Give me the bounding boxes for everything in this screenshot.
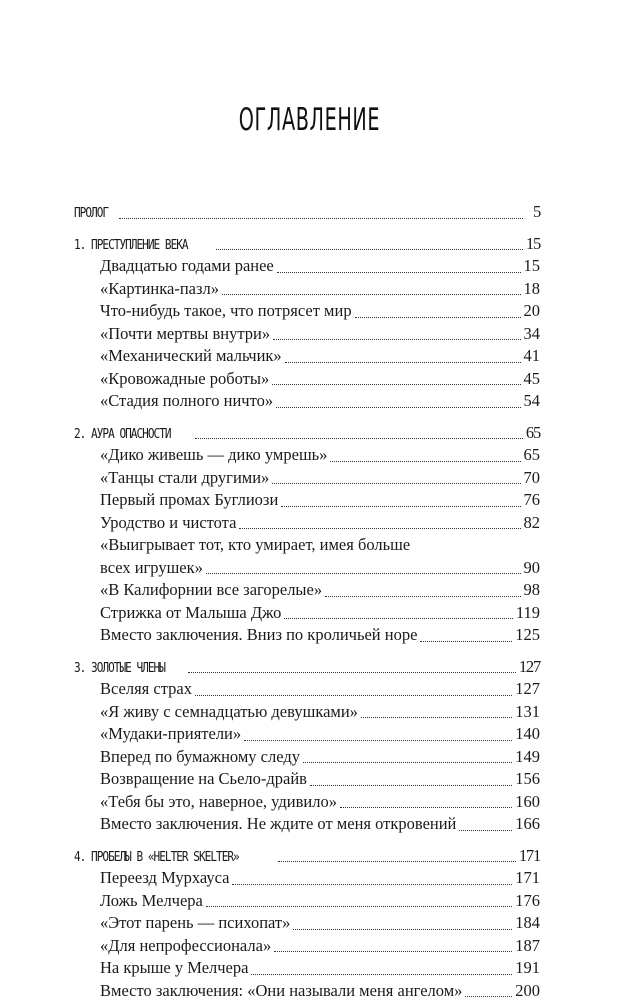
page-number: 54	[524, 390, 541, 413]
entry-title: Ложь Мелчера	[100, 890, 203, 913]
section-title: 2. АУРА ОПАСНОСТИ	[74, 423, 171, 446]
dot-leader	[222, 294, 520, 295]
toc-entry[interactable]	[74, 444, 540, 467]
toc-section	[74, 422, 540, 647]
entry-title: Уродство и чистота	[100, 512, 236, 535]
dot-leader	[119, 218, 523, 219]
entry-title: «Почти мертвы внутри»	[100, 323, 270, 346]
page-number: 127	[519, 656, 540, 679]
dot-leader	[355, 317, 521, 318]
dot-leader	[303, 762, 512, 763]
toc-section	[74, 201, 540, 224]
toc-entry[interactable]	[74, 768, 540, 791]
dot-leader	[276, 407, 520, 408]
entry-title: «Механический мальчик»	[100, 345, 282, 368]
toc-entry[interactable]	[74, 345, 540, 368]
section-title: 4. ПРОБЕЛЫ В «HELTER SKELTER»	[74, 846, 239, 869]
dot-leader	[278, 861, 516, 862]
toc-section	[74, 845, 540, 1002]
entry-title: Вселяя страх	[100, 678, 192, 701]
page-number: 166	[515, 813, 540, 836]
page-number: 125	[515, 624, 540, 647]
entry-title: «Я живу с семнадцатью девушками»	[100, 701, 358, 724]
entry-title: Двадцатью годами ранее	[100, 255, 274, 278]
entry-title: «Танцы стали другими»	[100, 467, 269, 490]
dot-leader	[420, 641, 512, 642]
toc-entry[interactable]	[74, 489, 540, 512]
dot-leader	[251, 974, 512, 975]
entry-title: Первый промах Буглиози	[100, 489, 278, 512]
page-number: 176	[515, 890, 540, 913]
dot-leader	[232, 884, 512, 885]
entry-title: На крыше у Мелчера	[100, 957, 248, 980]
toc-entry[interactable]	[74, 534, 540, 557]
toc-entry[interactable]	[74, 957, 540, 980]
page-number: 45	[524, 368, 541, 391]
section-title: 1. ПРЕСТУПЛЕНИЕ ВЕКА	[74, 234, 188, 257]
entry-title: «Кровожадные роботы»	[100, 368, 269, 391]
toc-entry[interactable]	[74, 678, 540, 701]
toc-entry[interactable]	[74, 323, 540, 346]
dot-leader	[272, 483, 520, 484]
page-number: 70	[524, 467, 541, 490]
page-number: 65	[524, 444, 541, 467]
dot-leader	[285, 362, 521, 363]
dot-leader	[195, 438, 523, 439]
entry-title: Стрижка от Малыша Джо	[100, 602, 281, 625]
toc-entry[interactable]	[74, 300, 540, 323]
toc-entry[interactable]	[74, 579, 540, 602]
toc-section-heading[interactable]	[74, 233, 540, 256]
toc-entry[interactable]	[74, 980, 540, 1002]
table-of-contents	[74, 201, 540, 1002]
page-number: 156	[515, 768, 540, 791]
entry-title: «Дико живешь — дико умрешь»	[100, 444, 327, 467]
entry-title: «Стадия полного ничто»	[100, 390, 273, 413]
toc-entry[interactable]	[74, 890, 540, 913]
dot-leader	[195, 695, 512, 696]
page-number: 18	[524, 278, 541, 301]
page-number: 65	[526, 422, 540, 445]
dot-leader	[277, 272, 521, 273]
page-number: 119	[516, 602, 540, 625]
page-number: 15	[526, 233, 540, 256]
dot-leader	[459, 830, 512, 831]
toc-entry[interactable]	[74, 813, 540, 836]
entry-title: «Этот парень — психопат»	[100, 912, 290, 935]
page-number: 82	[524, 512, 541, 535]
toc-entry-continuation[interactable]	[74, 557, 540, 580]
dot-leader	[284, 618, 512, 619]
toc-section-heading[interactable]	[74, 201, 540, 224]
page-number: 171	[515, 867, 540, 890]
toc-entry[interactable]	[74, 624, 540, 647]
page-number: 98	[524, 579, 541, 602]
page-number: 184	[515, 912, 540, 935]
page-number: 20	[524, 300, 541, 323]
page-title: ОГЛАВЛЕНИЕ	[118, 102, 502, 138]
dot-leader	[273, 339, 520, 340]
page-number: 34	[524, 323, 541, 346]
toc-entry[interactable]	[74, 701, 540, 724]
toc-entry[interactable]	[74, 255, 540, 278]
page-number: 90	[524, 557, 541, 580]
entry-title: Вперед по бумажному следу	[100, 746, 300, 769]
toc-entry[interactable]	[74, 935, 540, 958]
toc-entry[interactable]	[74, 368, 540, 391]
section-title: ПРОЛОГ	[74, 202, 108, 225]
dot-leader	[281, 506, 520, 507]
dot-leader	[325, 596, 520, 597]
dot-leader	[310, 785, 512, 786]
entry-title: «Мудаки-приятели»	[100, 723, 241, 746]
dot-leader	[272, 384, 520, 385]
entry-title: Вместо заключения. Вниз по кроличьей норе	[100, 624, 417, 647]
toc-section-heading[interactable]	[74, 845, 540, 868]
page-number: 127	[515, 678, 540, 701]
dot-leader	[293, 929, 512, 930]
toc-section	[74, 233, 540, 413]
page-number: 15	[524, 255, 541, 278]
dot-leader	[206, 573, 521, 574]
dot-leader	[340, 807, 512, 808]
toc-section	[74, 656, 540, 836]
entry-title: Вместо заключения: «Они называли меня ангелом»	[100, 980, 462, 1002]
toc-entry[interactable]	[74, 723, 540, 746]
toc-entry[interactable]	[74, 512, 540, 535]
page-number: 76	[524, 489, 541, 512]
dot-leader	[465, 996, 512, 997]
entry-title: «Для непрофессионала»	[100, 935, 271, 958]
page-number: 191	[515, 957, 540, 980]
toc-entry[interactable]	[74, 467, 540, 490]
dot-leader	[274, 951, 512, 952]
entry-title: Переезд Мурхауса	[100, 867, 229, 890]
dot-leader	[330, 461, 520, 462]
toc-entry[interactable]	[74, 278, 540, 301]
entry-title: Что-нибудь такое, что потрясет мир	[100, 300, 352, 323]
entry-title: «Картинка-пазл»	[100, 278, 219, 301]
toc-entry[interactable]	[74, 390, 540, 413]
entry-title: «Тебя бы это, наверное, удивило»	[100, 791, 337, 814]
page-number: 131	[515, 701, 540, 724]
entry-title: «Выигрывает тот, кто умирает, имея больше	[100, 534, 410, 557]
dot-leader	[244, 740, 512, 741]
toc-entry[interactable]	[74, 746, 540, 769]
entry-title: Вместо заключения. Не ждите от меня откровений	[100, 813, 456, 836]
dot-leader	[216, 249, 523, 250]
toc-entry[interactable]	[74, 602, 540, 625]
entry-title: Возвращение на Сьело-драйв	[100, 768, 307, 791]
page-number: 171	[519, 845, 540, 868]
toc-section-heading[interactable]	[74, 422, 540, 445]
section-title: 3. ЗОЛОТЫЕ ЧЛЕНЫ	[74, 657, 165, 680]
toc-entry[interactable]	[74, 912, 540, 935]
toc-entry[interactable]	[74, 791, 540, 814]
entry-title-continued: всех игрушек»	[100, 557, 203, 580]
page-number: 41	[524, 345, 541, 368]
page-number: 149	[515, 746, 540, 769]
page-number: 5	[526, 201, 540, 224]
dot-leader	[361, 717, 512, 718]
dot-leader	[206, 906, 512, 907]
toc-section-heading[interactable]	[74, 656, 540, 679]
dot-leader	[239, 528, 520, 529]
page-number: 200	[515, 980, 540, 1002]
page-number: 160	[515, 791, 540, 814]
dot-leader	[188, 672, 516, 673]
toc-entry[interactable]	[74, 867, 540, 890]
entry-title: «В Калифорнии все загорелые»	[100, 579, 322, 602]
page-number: 140	[515, 723, 540, 746]
page-number: 187	[515, 935, 540, 958]
